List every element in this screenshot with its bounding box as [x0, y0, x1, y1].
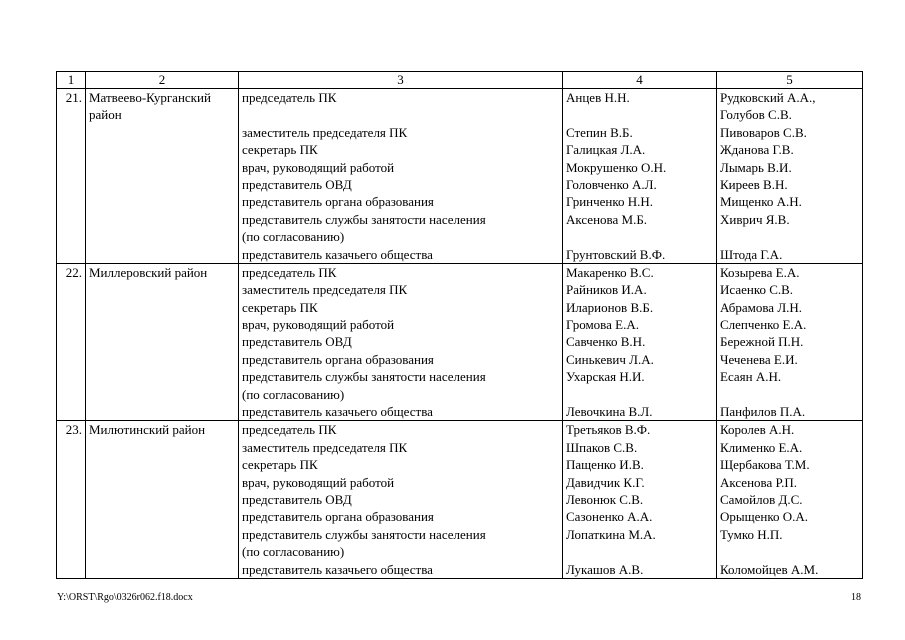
column-header: 3 — [239, 72, 563, 89]
reserve-name: Исаенко С.В. — [720, 282, 794, 298]
district-name: Матвеево-Курганский — [89, 90, 211, 105]
role: заместитель председателя ПК — [242, 439, 408, 455]
reserve-name — [720, 228, 859, 245]
table-row — [57, 89, 863, 264]
member-name: Ухарская Н.И. — [566, 369, 645, 385]
member-name: Сазоненко А.А. — [566, 509, 653, 525]
role: (по согласованию) — [242, 229, 345, 245]
member-name: Головченко А.Л. — [566, 176, 657, 192]
member-name: Третьяков В.Ф. — [566, 422, 651, 438]
member-name: Анцев Н.Н. — [566, 90, 630, 105]
role: секретарь ПК — [242, 142, 318, 158]
reserve-name: Киреев В.Н. — [720, 176, 788, 192]
role: врач, руководящий работой — [242, 159, 395, 175]
column-header: 5 — [717, 72, 863, 89]
reserve-name: Лымарь В.И. — [720, 159, 792, 175]
member-name: Райников И.А. — [566, 282, 647, 298]
reserve-name — [720, 386, 859, 403]
member-name: Мокрушенко О.Н. — [566, 159, 667, 175]
member-name: Иларионов В.Б. — [566, 299, 654, 315]
roles-cell — [239, 421, 563, 579]
role: секретарь ПК — [242, 457, 318, 473]
reserve-cell — [717, 263, 863, 421]
reserve-name: Мищенко А.Н. — [720, 194, 802, 210]
role: председатель ПК — [242, 90, 337, 105]
member-name: Громова Е.А. — [566, 317, 639, 333]
reserve-name — [720, 543, 859, 560]
role: секретарь ПК — [242, 299, 318, 315]
reserve-cell — [717, 89, 863, 264]
column-header: 4 — [563, 72, 717, 89]
reserve-name: Пивоваров С.В. — [720, 124, 807, 140]
member-name: Синькевич Л.А. — [566, 351, 654, 367]
member-name: Давидчик К.Г. — [566, 474, 645, 490]
district-cell — [86, 421, 239, 579]
reserve-name: Самойлов Д.С. — [720, 491, 803, 507]
row-number: 23. — [57, 421, 86, 579]
reserve-name: Штода Г.А. — [720, 246, 783, 262]
reserve-name: Коломойцев А.М. — [720, 561, 819, 577]
reserve-name: Клименко Е.А. — [720, 439, 803, 455]
member-name: Аксенова М.Б. — [566, 211, 648, 227]
role: представитель казачьего общества — [242, 246, 433, 262]
table-row — [57, 263, 863, 421]
reserve-name: Королев А.Н. — [720, 422, 795, 438]
role — [242, 106, 559, 123]
district-name: Милютинский район — [89, 422, 206, 438]
reserve-name: Щербакова Т.М. — [720, 457, 810, 473]
role: председатель ПК — [242, 264, 337, 280]
reserve-name: Орыщенко О.А. — [720, 509, 809, 525]
role: заместитель председателя ПК — [242, 282, 408, 298]
member-name: Макаренко В.С. — [566, 264, 654, 280]
members-cell — [563, 421, 717, 579]
reserve-name: Абрамова Л.Н. — [720, 299, 803, 315]
role: представитель органа образования — [242, 509, 434, 525]
reserve-name: Голубов С.В. — [720, 107, 792, 123]
district-name: район — [89, 107, 122, 123]
role: представитель службы занятости населения — [242, 369, 486, 385]
role: представитель ОВД — [242, 176, 352, 192]
district-cell — [86, 89, 239, 264]
member-name — [566, 106, 713, 123]
members-cell — [563, 89, 717, 264]
role: заместитель председателя ПК — [242, 124, 408, 140]
reserve-name: Чеченева Е.И. — [720, 351, 798, 367]
roles-cell — [239, 89, 563, 264]
role: (по согласованию) — [242, 544, 345, 560]
role: представитель службы занятости населения — [242, 211, 486, 227]
role: представитель службы занятости населения — [242, 526, 486, 542]
member-name: Степин В.Б. — [566, 124, 633, 140]
table-header-row — [57, 72, 863, 89]
role: врач, руководящий работой — [242, 317, 395, 333]
member-name: Савченко В.Н. — [566, 334, 646, 350]
reserve-name: Слепченко Е.А. — [720, 317, 807, 333]
role: председатель ПК — [242, 422, 337, 438]
member-name: Грунтовский В.Ф. — [566, 246, 666, 262]
member-name: Лопаткина М.А. — [566, 526, 656, 542]
reserve-name: Жданова Г.В. — [720, 142, 794, 158]
role: представитель органа образования — [242, 194, 434, 210]
page-number: 18 — [851, 592, 861, 603]
member-name: Пащенко И.В. — [566, 457, 644, 473]
column-header: 1 — [57, 72, 86, 89]
reserve-name: Хиврич Я.В. — [720, 211, 790, 227]
member-name: Гринченко Н.Н. — [566, 194, 654, 210]
role: представитель ОВД — [242, 334, 352, 350]
row-number: 21. — [57, 89, 86, 264]
member-name — [566, 543, 713, 560]
member-name: Лукашов А.В. — [566, 561, 644, 577]
reserve-name: Тумко Н.П. — [720, 526, 783, 542]
reserve-name: Есаян А.Н. — [720, 369, 782, 385]
member-name: Шпаков С.В. — [566, 439, 638, 455]
member-name: Левонюк С.В. — [566, 491, 644, 507]
column-header: 2 — [86, 72, 239, 89]
file-path: Y:\ORST\Rgo\0326r062.f18.docx — [57, 592, 193, 603]
member-name — [566, 386, 713, 403]
role: врач, руководящий работой — [242, 474, 395, 490]
role: представитель казачьего общества — [242, 404, 433, 420]
reserve-name: Рудковский А.А., — [720, 90, 816, 105]
roles-cell — [239, 263, 563, 421]
role: (по согласованию) — [242, 386, 345, 402]
member-name: Галицкая Л.А. — [566, 142, 646, 158]
role: представитель ОВД — [242, 491, 352, 507]
commission-table — [56, 71, 863, 579]
role: представитель казачьего общества — [242, 561, 433, 577]
reserve-name: Панфилов П.А. — [720, 404, 806, 420]
district-cell — [86, 263, 239, 421]
table-row — [57, 421, 863, 579]
members-cell — [563, 263, 717, 421]
role: представитель органа образования — [242, 351, 434, 367]
member-name — [566, 228, 713, 245]
member-name: Левочкина В.Л. — [566, 404, 653, 420]
reserve-name: Козырева Е.А. — [720, 264, 800, 280]
row-number: 22. — [57, 263, 86, 421]
reserve-cell — [717, 421, 863, 579]
district-name: Миллеровский район — [89, 264, 208, 280]
reserve-name: Бережной П.Н. — [720, 334, 804, 350]
reserve-name: Аксенова Р.П. — [720, 474, 798, 490]
